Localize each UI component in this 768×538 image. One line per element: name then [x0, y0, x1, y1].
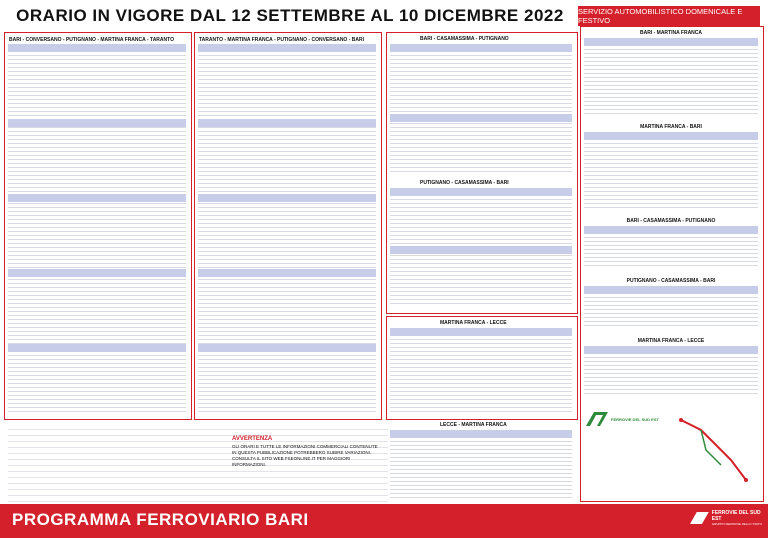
- footer-logo: [690, 510, 768, 526]
- pane-title: BARI - CONVERSANO - PUTIGNANO - MARTINA FRANCA - TARANTO: [9, 37, 174, 43]
- fse-logo-icon: [586, 412, 608, 426]
- brand-subtitle: GRUPPO FERROVIE DELLO STATO: [711, 522, 762, 526]
- table-blocks-middle-low: [390, 328, 572, 414]
- pane-title: MARTINA FRANCA - LECCE: [637, 338, 705, 344]
- table-blocks-middle-low2: [390, 430, 572, 500]
- notice-body: GLI ORARI E TUTTE LE INFORMAZIONI COMMERCIALI CONTENUTE IN QUESTA PUBBLICAZIONE POTREBBERO SUBIRE VARIAZIONI. CONSULTA IL SITO WEB FSEONLINE.IT PER MAGGIORI INFORMAZIONI.: [232, 444, 378, 468]
- table-blocks-left-a: [8, 44, 186, 414]
- page-title: ORARIO IN VIGORE DAL 12 SETTEMBRE AL 10 DICEMBRE 2022: [16, 6, 564, 25]
- route-map-icon: [676, 410, 756, 490]
- pane-title: LECCE - MARTINA FRANCA: [440, 422, 507, 428]
- table-blocks-left-b: [198, 44, 376, 414]
- pane-title: BARI - MARTINA FRANCA: [639, 30, 703, 36]
- table-blocks-middle-top: [390, 44, 572, 174]
- brand-name: FERROVIE DEL SUD EST: [711, 510, 761, 522]
- pane-title: BARI - CASAMASSIMA - PUTIGNANO: [626, 218, 716, 224]
- pane-title: PUTIGNANO - CASAMASSIMA - BARI: [420, 180, 509, 186]
- brand-name-small: FERROVIE DEL SUD EST: [611, 416, 659, 422]
- table-blocks-right-5: [584, 346, 758, 396]
- brand-logo: [586, 412, 659, 426]
- table-blocks-right-3: [584, 226, 758, 266]
- notice-heading: AVVERTENZA: [232, 436, 273, 442]
- table-blocks-middle-mid: [390, 188, 572, 306]
- notice-box: [232, 436, 382, 494]
- footer-label: PROGRAMMA FERROVIARIO BARI: [12, 510, 309, 529]
- pane-title: MARTINA FRANCA - LECCE: [440, 320, 507, 326]
- pane-title: PUTIGNANO - CASAMASSIMA - BARI: [626, 278, 716, 284]
- table-blocks-right-4: [584, 286, 758, 326]
- table-blocks-right-1: [584, 38, 758, 114]
- fse-logo-icon: [690, 511, 709, 525]
- table-blocks-right-2: [584, 132, 758, 208]
- pane-title: BARI - CASAMASSIMA - PUTIGNANO: [420, 36, 509, 42]
- service-tab: SERVIZIO AUTOMOBILISTICO DOMENICALE E FESTIVO: [578, 6, 760, 26]
- pane-title: TARANTO - MARTINA FRANCA - PUTIGNANO - CONVERSANO - BARI: [199, 37, 364, 43]
- pane-title: MARTINA FRANCA - BARI: [640, 124, 702, 130]
